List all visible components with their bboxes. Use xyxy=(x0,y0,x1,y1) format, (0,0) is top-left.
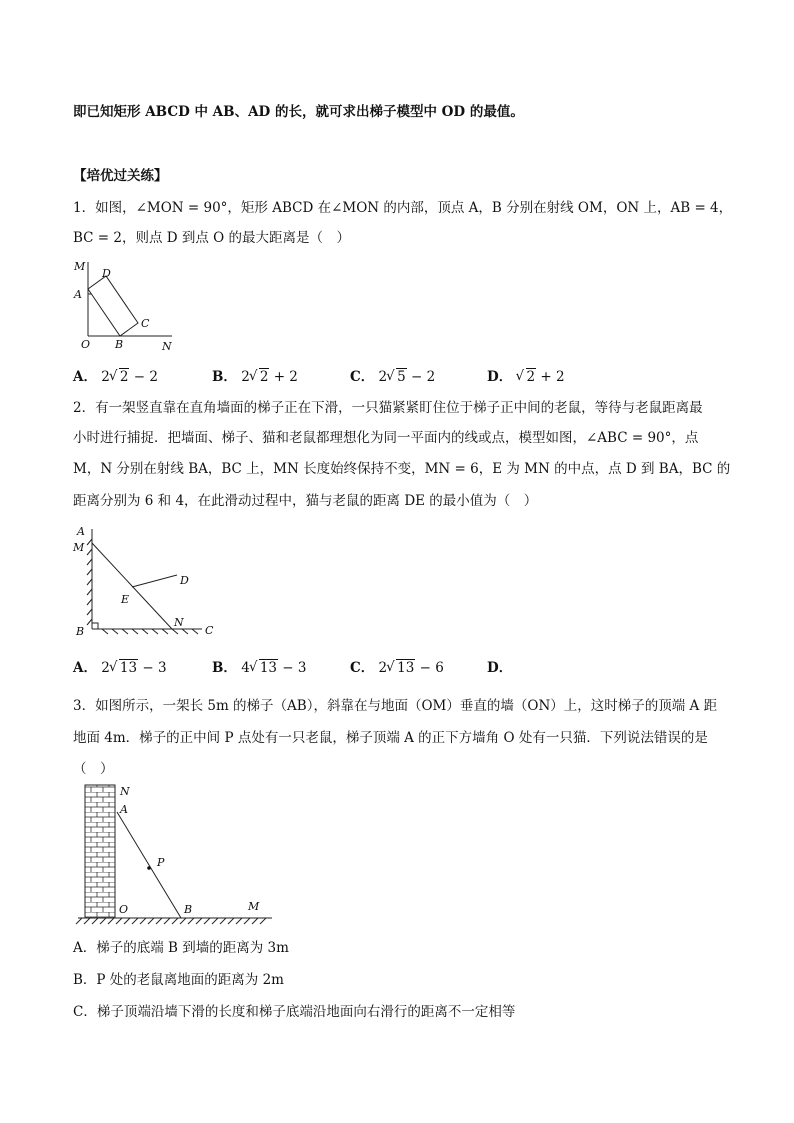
q1-option-d-tail: + 2 xyxy=(536,369,565,385)
q1-fig-label-O: O xyxy=(81,338,91,351)
q1-option-d[interactable] xyxy=(487,368,565,386)
q1-fig-label-C: C xyxy=(141,317,150,330)
q3-line1: 3．如图所示，一架长 5m 的梯子（AB），斜靠在与地面（OM）垂直的墙（ON）上，这时梯子的顶端 A 距 xyxy=(73,698,718,714)
q2-fig-label-A: A xyxy=(77,525,85,538)
q2-fig-label-E: E xyxy=(121,593,130,606)
q1-option-c-tail: − 2 xyxy=(406,369,436,385)
q1-option-b-tail: + 2 xyxy=(269,369,298,385)
q1-fig-label-D: D xyxy=(102,267,111,280)
intro-text: 即已知矩形 ABCD 中 AB、AD 的长，就可求出梯子模型中 OD 的最值。 xyxy=(73,104,524,120)
q3-line3: （ ） xyxy=(73,761,114,777)
q2-option-a-sqrt: √ 13 xyxy=(110,659,138,677)
q2-option-a-coef: 2 xyxy=(101,660,110,676)
q2-option-b-sqrt: √ 13 xyxy=(250,659,278,677)
q3-option-a[interactable]: A．梯子的底端 B 到墙的距离为 3m xyxy=(73,940,289,956)
q2-option-c-key: C． xyxy=(350,660,375,676)
q1-line2: BC = 2，则点 D 到点 O 的最大距离是（ ） xyxy=(73,230,351,246)
q1-line1: 1．如图，∠MON = 90°，矩形 ABCD 在∠MON 的内部，顶点 A，B 分别在射线 OM，ON 上，AB = 4， xyxy=(73,200,733,216)
q2-option-a-key: A． xyxy=(73,660,97,676)
q1-option-b-sqrt: √ 2 xyxy=(250,368,270,386)
q1-fig-label-M: M xyxy=(74,260,86,273)
q2-option-b-tail: − 3 xyxy=(278,660,307,676)
q2-option-d[interactable] xyxy=(487,659,512,677)
q2-line2: 小时进行捕捉．把墙面、梯子、猫和老鼠都理想化为同一平面内的线或点，模型如图，∠ABC = 90°，点 xyxy=(73,430,699,446)
q3-line2: 地面 4m．梯子的正中间 P 点处有一只老鼠，梯子顶端 A 的正下方墙角 O 处有一只猫．下列说法错误的是 xyxy=(73,730,708,746)
q2-option-d-key: D． xyxy=(487,660,513,676)
q1-option-c-sqrt: √ 5 xyxy=(387,368,407,386)
q3-fig-label-O: O xyxy=(119,903,129,916)
q2-line1: 2．有一架竖直靠在直角墙面的梯子正在下滑，一只猫紧紧盯住位于梯子正中间的老鼠，等待与老鼠距离最 xyxy=(73,400,703,416)
q1-option-b[interactable] xyxy=(212,368,298,386)
q3-brick-wall xyxy=(85,785,115,918)
q2-option-a[interactable] xyxy=(73,659,167,677)
q3-option-c[interactable]: C．梯子顶端沿墙下滑的长度和梯子底端沿地面向右滑行的距离不一定相等 xyxy=(73,1004,516,1020)
q1-fig-label-B: B xyxy=(115,338,124,351)
q1-option-a-key: A． xyxy=(73,369,97,385)
q1-option-c[interactable] xyxy=(350,368,435,386)
q2-fig-label-N: N xyxy=(174,616,184,629)
q2-fig-label-M: M xyxy=(73,541,85,554)
q2-figure xyxy=(70,521,225,641)
q1-option-a-coef: 2 xyxy=(101,369,110,385)
q2-option-c[interactable] xyxy=(350,659,444,677)
q2-line3: M，N 分别在射线 BA，BC 上，MN 长度始终保持不变，MN = 6，E 为 MN 的中点，点 D 到 BA，BC 的 xyxy=(73,461,731,477)
q3-fig-label-M: M xyxy=(248,900,260,913)
q3-fig-label-P: P xyxy=(157,856,165,869)
q2-option-c-tail: − 6 xyxy=(415,660,444,676)
q1-option-d-sqrt: √ 2 xyxy=(517,368,537,386)
q1-option-c-key: C． xyxy=(350,369,375,385)
q2-option-c-coef: 2 xyxy=(378,660,388,676)
q3-option-b[interactable]: B．P 处的老鼠离地面的距离为 2m xyxy=(73,972,284,988)
q2-option-b[interactable] xyxy=(212,659,306,677)
q2-option-b-key: B． xyxy=(212,660,237,676)
q2-fig-label-B: B xyxy=(76,625,85,638)
section-title: 【培优过关练】 xyxy=(73,168,168,184)
q2-fig-label-D: D xyxy=(180,574,189,587)
q1-figure xyxy=(70,258,185,354)
q1-option-b-coef: 2 xyxy=(241,369,250,385)
q1-option-c-coef: 2 xyxy=(378,369,388,385)
q1-option-a[interactable] xyxy=(73,368,158,386)
q3-fig-label-B: B xyxy=(184,903,193,916)
q1-option-a-tail: − 2 xyxy=(129,369,158,385)
q1-fig-label-A: A xyxy=(74,288,82,301)
q1-fig-label-N: N xyxy=(162,340,172,353)
q2-option-a-tail: − 3 xyxy=(138,660,167,676)
q2-option-c-sqrt: √ 13 xyxy=(387,659,415,677)
q1-option-a-sqrt: √ 2 xyxy=(110,368,130,386)
q2-fig-label-C: C xyxy=(205,624,214,637)
q2-line4: 距离分别为 6 和 4，在此滑动过程中，猫与老鼠的距离 DE 的最小值为（ ） xyxy=(73,493,538,509)
q3-figure xyxy=(70,782,280,927)
q3-fig-label-A: A xyxy=(120,803,128,816)
q1-option-b-key: B． xyxy=(212,369,237,385)
q2-option-b-coef: 4 xyxy=(241,660,250,676)
q3-point-p xyxy=(147,866,151,870)
q3-fig-label-N: N xyxy=(120,785,130,798)
q1-option-d-key: D． xyxy=(487,369,513,385)
